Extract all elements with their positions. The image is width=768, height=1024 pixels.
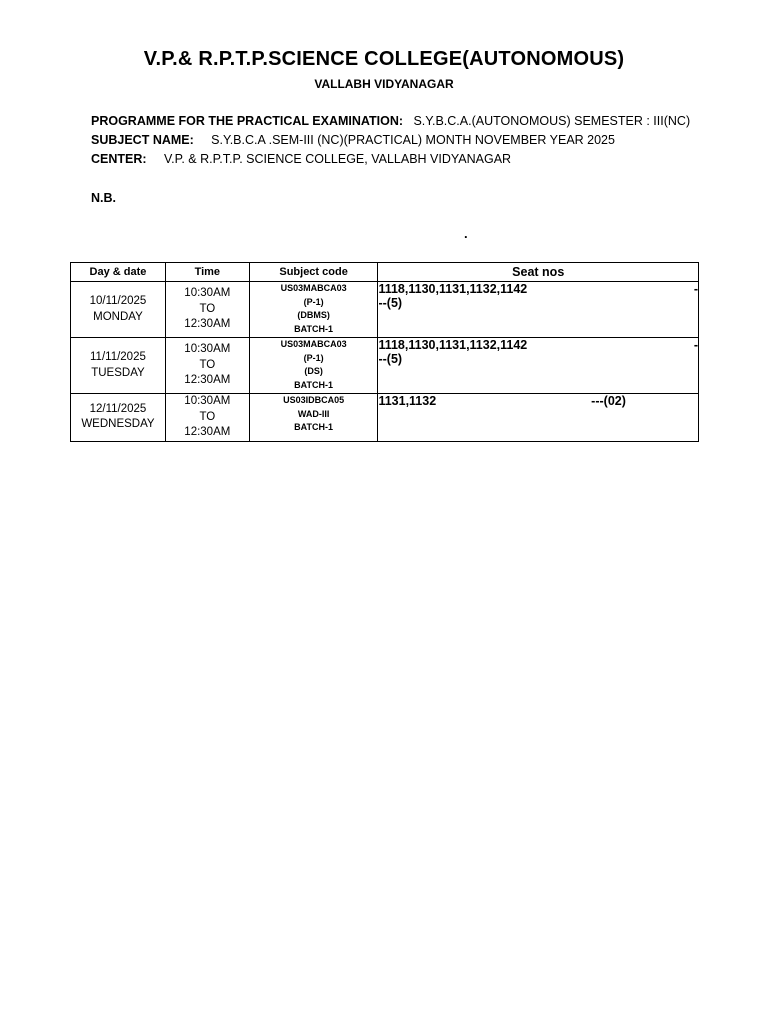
subject-code: US03MABCA03 [280, 339, 347, 349]
subject-abbrev: (DS) [304, 366, 323, 376]
seat-dash: - [693, 338, 698, 352]
time-to: 12:30AM [184, 318, 231, 331]
seat-numbers: 1118,1130,1131,1132,1142 [378, 338, 528, 352]
center-line [91, 152, 511, 166]
subject-value: S.Y.B.C.A .SEM-III (NC)(PRACTICAL) MONTH NOVEMBER YEAR 2025 [211, 133, 615, 147]
programme-value: S.Y.B.C.A.(AUTONOMOUS) SEMESTER : III(NC) [413, 114, 691, 128]
programme-label: PROGRAMME FOR THE PRACTICAL EXAMINATION: [91, 114, 404, 128]
paper-number: (P-1) [303, 296, 324, 307]
seat-numbers: 1118,1130,1131,1132,1142 [378, 282, 528, 296]
header-day-date: Day & date [71, 263, 166, 282]
batch-label: BATCH-1 [294, 422, 334, 432]
time-to-word: TO [199, 358, 216, 371]
table-row [71, 394, 699, 442]
college-location: VALLABH VIDYANAGAR [314, 77, 454, 91]
time-cell [165, 338, 249, 394]
subject-line [91, 133, 615, 147]
exam-date: 10/11/2025 [89, 295, 147, 307]
college-title: V.P.& R.P.T.P.SCIENCE COLLEGE(AUTONOMOUS) [143, 48, 625, 70]
exam-schedule-table [70, 262, 699, 442]
header-time: Time [165, 263, 249, 282]
header-seat-nos: Seat nos [378, 263, 699, 282]
subject-label: SUBJECT NAME: [91, 133, 194, 147]
day-date-cell [71, 394, 166, 442]
exam-date: 12/11/2025 [89, 402, 147, 415]
seat-nos-cell [378, 394, 699, 442]
seat-nos-cell [378, 282, 699, 338]
time-to: 12:30AM [184, 426, 231, 438]
subject-code: US03MABCA03 [280, 283, 347, 293]
exam-day: WEDNESDAY [81, 418, 155, 431]
header-subject-code: Subject code [249, 263, 378, 282]
center-value: V.P. & R.P.T.P. SCIENCE COLLEGE, VALLABH VIDYANAGAR [163, 152, 512, 166]
time-from: 10:30AM [184, 287, 231, 300]
subject-code: US03IDBCA05 [283, 395, 345, 405]
table-row [71, 338, 699, 394]
time-to: 12:30AM [184, 374, 231, 387]
time-from: 10:30AM [184, 395, 231, 407]
nb-note: N.B. [91, 191, 116, 205]
batch-label: BATCH-1 [294, 379, 334, 390]
subject-code-cell [249, 282, 378, 338]
dot-mark: . [464, 226, 468, 241]
table-row [71, 282, 699, 338]
seat-count: ---(02) [591, 394, 626, 408]
subject-code-cell [249, 394, 378, 442]
subject-code-cell [249, 338, 378, 394]
time-to-word: TO [199, 410, 216, 423]
seat-count: --(5) [378, 296, 403, 310]
seat-count: --(5) [378, 352, 403, 366]
table-header-row [71, 263, 699, 282]
day-date-cell [71, 338, 166, 394]
time-cell [165, 282, 249, 338]
subject-abbrev: WAD-III [297, 408, 330, 419]
subject-abbrev: (DBMS) [297, 310, 330, 320]
exam-day: MONDAY [93, 310, 143, 323]
seat-dash: - [693, 282, 698, 296]
programme-line [91, 114, 690, 128]
exam-day: TUESDAY [91, 366, 145, 379]
day-date-cell [71, 282, 166, 338]
seat-numbers: 1131,1132 [378, 394, 437, 408]
seat-nos-cell [378, 338, 699, 394]
center-label: CENTER: [91, 152, 147, 166]
exam-date: 11/11/2025 [90, 351, 146, 363]
batch-label: BATCH-1 [294, 323, 334, 334]
time-from: 10:30AM [184, 343, 231, 356]
paper-number: (P-1) [303, 352, 324, 363]
time-to-word: TO [199, 302, 216, 315]
time-cell [165, 394, 249, 442]
